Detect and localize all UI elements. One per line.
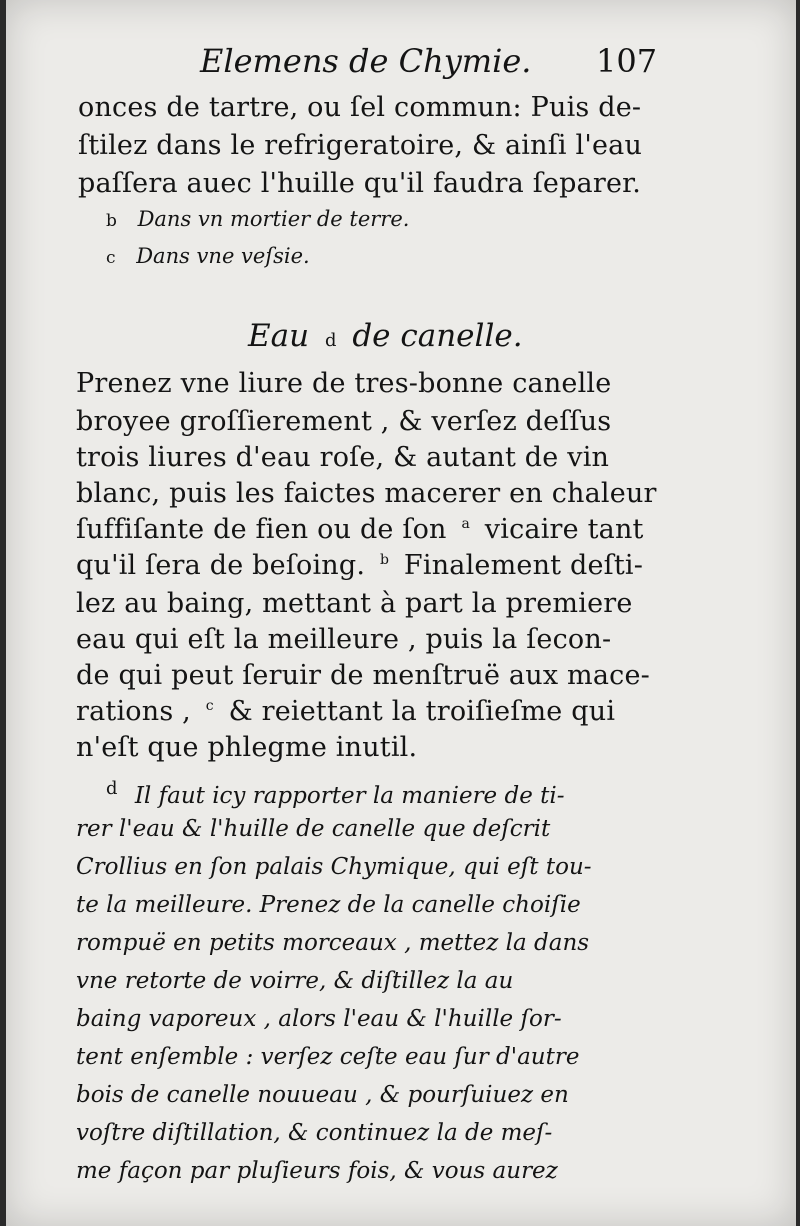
heading-mark: d [324, 330, 337, 351]
text-line: Prenez vne liure de tres-bonne canelle [76, 368, 612, 399]
text-line-with-note-c [76, 696, 615, 727]
heading-rest: de canelle. [352, 318, 523, 354]
text-line: ſtilez dans le refrigeratoire, & ainſi l'eau [78, 130, 643, 161]
note-line: vne retorte de voirre, & diſtillez la au [76, 968, 514, 994]
note-ref-a: a [461, 516, 470, 532]
note-text: Dans vn mortier de terre. [137, 207, 410, 231]
note-ref-c: c [205, 698, 214, 714]
running-title: Elemens de Chymie. [200, 42, 532, 80]
note-ref-b: b [379, 552, 390, 568]
text-run: vicaire tant [484, 514, 644, 545]
text-line: onces de tartre, ou ſel commun: Puis de- [78, 92, 642, 123]
note-line: Crollius en ſon palais Chymique, qui eſt tou- [76, 854, 592, 880]
section-heading [248, 318, 523, 354]
footnote-d-first-line [106, 778, 565, 809]
text-line: trois liures d'eau roſe, & autant de vin [76, 442, 610, 473]
text-line: n'eſt que phlegme inutil. [76, 732, 418, 763]
text-run: qu'il ſera de beſoing. [76, 550, 366, 581]
note-line: te la meilleure. Prenez de la canelle choiſie [76, 892, 581, 918]
page-number: 107 [596, 42, 658, 80]
text-run: rations , [76, 696, 191, 727]
text-run: & reiettant la troiſieſme qui [228, 696, 616, 727]
text-line: de qui peut ſeruir de menſtruë aux mace- [76, 660, 650, 691]
note-line: bois de canelle nouueau , & pourſuiuez en [76, 1082, 569, 1108]
note-text: Dans vne veſsie. [136, 244, 310, 268]
text-run: Finalement deſti- [403, 550, 644, 581]
footnote-c [106, 244, 310, 268]
text-line: broyee groſſierement , & verſez deſſus [76, 406, 612, 437]
note-text: Il faut icy rapporter la maniere de ti- [134, 782, 565, 809]
text-line: blanc, puis les faictes macerer en chaleur [76, 478, 657, 509]
text-line-with-note-b [76, 550, 643, 581]
note-mark: b [106, 211, 117, 231]
text-line: paſſera auec l'huille qu'il faudra ſeparer. [78, 168, 642, 199]
note-line: rer l'eau & l'huille de canelle que deſcrit [76, 816, 551, 842]
note-line: voſtre diſtillation, & continuez la de meſ- [76, 1120, 553, 1146]
book-page [6, 0, 796, 1226]
note-line: me façon par pluſieurs fois, & vous aurez [76, 1158, 558, 1184]
text-line-with-note-a [76, 514, 644, 545]
note-line: rompuë en petits morceaux , mettez la dans [76, 930, 590, 956]
text-run: ſuffiſante de fien ou de ſon [76, 514, 447, 545]
heading-word: Eau [248, 318, 310, 354]
text-line: lez au baing, mettant à part la premiere [76, 588, 633, 619]
text-line: eau qui eſt la meilleure , puis la ſecon- [76, 624, 612, 655]
note-line: baing vaporeux , alors l'eau & l'huille ſor- [76, 1006, 562, 1032]
note-line: tent enſemble : verſez ceſte eau ſur d'autre [76, 1044, 580, 1070]
note-mark: d [106, 778, 118, 799]
note-mark: c [106, 248, 116, 268]
footnote-b [106, 207, 409, 231]
